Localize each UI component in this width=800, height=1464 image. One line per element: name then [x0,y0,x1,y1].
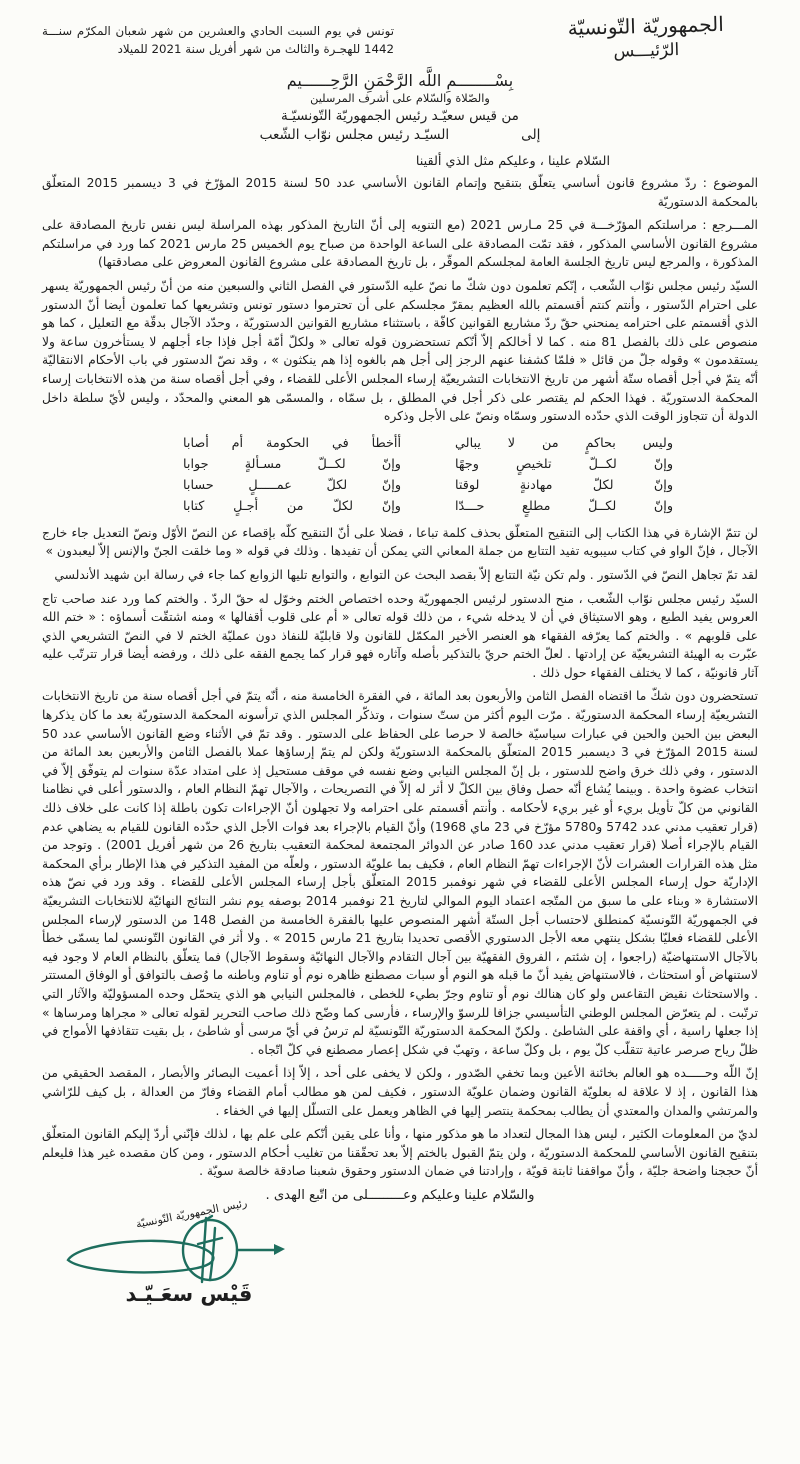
reference-text: مراسلتكم المؤرّخـــة في 25 مـارس 2021 (مع التنويه إلى أنّ التاريخ المذكور بهذه المراسلة ليس نفس تاريخ المصادقة على مشروع القانون الأساسي المذكور ، فقد تمّت المصادقة على الساعة الواحدة من صباح يوم الخميس 25 مارس 2021 كما ورد في مراسلتكم المذكورة ، والمرجع ليس تاريخ الجلسة العامة لمجلسكم الموقّر ، بل تاريخ المصادقة على مشروع القانون المعروض على مصادقتها) [42,218,758,270]
body-paragraph: تستحضرون دون شكّ ما اقتضاه الفصل الثامن والأربعون بعد المائة ، في الفقرة الخامسة منه ، أنّه يتمّ في أجل أقصاه سنة من تاريخ الانتخابات التشريعيّة إرساء المحكمة الدستوريّة . مرّت اليوم أكثر من ستّ سنوات ، وتذكّر المجلس الذي ترأسونه المحكمة الدستوريّة بعد ما كان يذكرها البعض بين الحين والحين في عبارات سياسيّة خالصة لا حرصا على الحفاظ على الدستور . وقد تمّ في الأثناء وضع القانون الأساسي عدد 50 لسنة 2015 المؤرّخ في 3 ديسمبر 2015 المتعلّق بالمحكمة الدستوريّة ولكن لم يتمّ إرساؤها عملا بالفصل الثامن والأربعين بعد المائة من الدستور ، وفي ذلك خرق واضح للدستور ، بل إنّ المجلس النيابي وضع نفسه في موقف مستحيل إذ على امتداد عدّة سنوات لم يتوفّق إلاّ في انتخاب عضوة واحدة . وبينما يُشاع أنّه حصل وفاق بين الكلّ لا أثر له إلاّ في التصريحات ، والآجال تهمّ النظام العام ، والدستور أعلى في نظامنا القانوني من كلّ تأويل بريء أو غير بريء لأحكامه . وأنتم أقسمتم على احترامه ولا تجهلون أنّ الإجراءات تكون باطلة إذا كانت على خلاف ذلك (قرار تعقيب مدني عدد 5742 و5780 مؤرّخ في 23 ماي 1968) وأنّ القيام بالإجراء بعد فوات الأجل الذي حدّده القانون للقيام به يضاهي عدم القيام بالإجراء أصلا (قرار تعقيب مدني عدد 160 صادر عن الدوائر المجتمعة لمحكمة التعقيب بتاريخ 26 من شهر أفريل 2001) . وتوجد من مثل هذه القرارات العشرات لأنّ الإجراءات تهمّ النظام العام ، فكيف بما علويّة الدستور ، ولعلّه من المفيد التذكير في هذا الإطار برأي المحكمة الإداريّة حول إرساء المجلس الأعلى للقضاء في شهر نوفمبر 2015 المتعلّق بأجل إرساء المجلس الأعلى للقضاء . وقد ورد في نصّ هذه الاستشارة « وبناء على ما سبق من المتّجه اعتماد اليوم الموالي لتاريخ 21 نوفمبر 2014 بوصفه يوم نشر النتائج النهائيّة للانتخابات التشريعيّة في الجمهوريّة التّونسيّة كمنطلق لاحتساب أجل الستّة أشهر المنصوص عليها بالفقرة الخامسة من الفصل 148 من الدستور لإرساء المجلس الأعلى للقضاء فعليّا بشكل ينتهي معه الأجل الدستوري الأقصى تحديدا بتاريخ 21 مارس 2015 » . ولا أثر في القانون التّونسي لما يسمّى خطأ بالآجال الاستنهاضيّة (راجعوا ، إن شئتم ، الفروق الفقهيّة بين آجال التقادم والآجال النهائيّة وسقوط الآجال) فما يتعلّق بالنظام العام لا وجود فيه لاستنهاض أو استحثاث ، فالاستنهاض يفيد أنّ ما قبله هو النوم أو سبات مصطنع ظاهره نوم أو تناوم وباطنه ما وُصف بالتوافق أو الوفاق المستتر . والاستحثاث نقيض التقاعس ولو كان هنالك نوم أو تناوم وجرّ بطيء للخطى ، فالمجلس النيابي هو الذي يتحمّل وحده المسؤوليّة والآثار التي ترتّبت . لم يتعرّض المجلس الوطني التأسيسي جزافا للرسوّ والإرساء ، فأرسى كما وضّح ذلك صاحب التحرير لقوله تعالى « مجراها ومرساها » إذا جعلها راسية ، أي واقفة على الشاطئ . ولكنّ المحكمة الدستوريّة التّونسيّة لم ترسُ في أيّ مرسى أو شاطئ ، بل بقيت تتقاذفها الأمواج في ظلّ رياح صرصر عاتية تتقلّب كلّ يوم ، بل وكلّ ساعة ، وتهبّ في شكل إعصار مصطنع في كلّ اتّجاه . [42,689,758,1057]
poem-hemistich-second: وإنّ لكلّ من أجـلٍ كتابا [183,498,401,514]
body-paragraph: السيّد رئيس مجلس نوّاب الشّعب ، إنّكم تعلمون دون شكّ ما نصّ عليه الدّستور في الفصل الثاني والسبعين منه من أنّ رئيس الجمهوريّة يسهر على احترام الدّستور ، وأنتم كنتم أقسمتم بالله العظيم بمقرّ مجلسكم على أن تحترموا دستور تونس وتشريعها كما تعلمون أيضا أنّ الدستور الذي أقسمتم على احترامه يمنحني حقّ ردّ مشاريع القوانين كافّة ، باستثناء مشاريع القوانين الدستوريّة ، وحدّد الآجال بدقّة مع التعليل ، كما هو منصوص على ذلك بالفصل 81 منه . كما لا أخالكم إلاّ أنّكم تستحضرون قوله تعالى « ولكلّ أمّة أجل فإذا جاء أجلهم لا يستأخرون ساعة ولا يستقدمون » وقوله جلّ من قائل « فلمّا كشفنا عنهم الرجز إلى أجل هم بالغوه إذا هم ينكثون » ، وقد نصّ الدستور في باب الأحكام الانتقاليّة أنّه يتمّ في أجل أقصاه ستّة أشهر من تاريخ الانتخابات التشريعيّة إرساء المجلس الأعلى للقضاء ، وفي أجل أقصاه سنة من هذه الانتخابات إرساء المحكمة الدستوريّة . فهذا الحكم لم يقتصر على ذكر أجل في المطلق ، بل سمّاه ، والمسمّى هو المعني والمحدّد ، وليس لأيّ سلطة داخل الدولة أن تتجاوز الوقت الذي حدّده الدستور وسمّاه ونصّ على الأجل وذكره [42,278,758,424]
poem-hemistich-second: وإنّ لكــلّ مسـألةٍ جوابا [183,456,401,472]
poem-verse [148,454,708,475]
letterhead-republic: الجمهوريّة التّونسيّة [567,11,725,40]
subject-block [42,174,758,211]
poem-hemistich-second: أأخطأ في الحكومة أم أصابا [183,435,401,451]
poem-verse [148,496,708,517]
basmala-line: بِسْــــــــمِ اللَّه الرَّحْمَنِ الرَّحِــــــيم [286,71,514,90]
sender-line: من قيس سعيّـد رئيس الجمهوريّة التّونسيّـة [281,108,519,124]
letterhead-president-title: الرّئيـــس [613,40,680,62]
dateline: تونس في يوم السبت الحادي والعشرين من شهر شعبان المكرّم سنـــة 1442 للهجـرة والثالث من شهر أفريل سنة 2021 للميلاد [42,24,394,56]
subject-label: الموضوع : [702,176,758,190]
signature-name: قَيْس سعَـيّـد [125,1281,253,1306]
recipient-name: السيّـد رئيس مجلس نوّاب الشّعب [259,127,450,143]
recipient-line [42,127,758,143]
to-label: إلى [521,127,541,143]
reference-block [42,216,758,272]
poem-hemistich-first: وإنّ لكــلّ تلخيصٍ وجهًا [455,456,673,472]
opening-block [42,71,758,143]
poem-hemistich-first: وليس بحاكمٍ من لا يبالي [455,435,673,451]
body-paragraph: السيّد رئيس مجلس نوّاب الشّعب ، منح الدستور لرئيس الجمهوريّة وحده اختصاص الختم وخوّل له حقّ الردّ . والختم كما ورد عند صاحب تاج العروس يفيد الطبع ، وهو الاستيثاق في أن لا يدخله شيء ، من ذلك قوله تعالى « أم على قلوب أقفالها » ومنه اشتقّت أسماؤه : « ختم الله على قلوبهم » . والختم كما يعرّفه الفقهاء هو العنصر الأخير المكمّل للقانون ولا قابليّة للنفاذ دون عمليّة الختم لا في النصّ التشريعي الذي عبّرت به الهيئة التشريعيّة عن إرادتها . لعلّ الختم حريّ بالتذكير بأصله وآثاره فهو قرار كما يجمع الفقه على ذلك ، ورفضه أيضا قرار تترتّب عليه آثار قانونيّة ، كما لا يختلف الفقهاء حول ذلك . [42,591,758,680]
subject-text: ردّ مشروع قانون أساسي يتعلّق بتنقيح وإتمام القانون الأساسي عدد 50 لسنة 2015 المؤرّخ في 3 ديسمبر 2015 المتعلّق بالمحكمة الدستوريّة [42,176,758,209]
body-paragraph: إنّ اللّه وحـــــده هو العالم بخائنة الأعين وبما تخفي الصّدور ، ولكن لا يخفى على أحد ، إلاّ إذا أعميت البصائر والأبصار ، المقصد الحقيقي من هذا القانون ، إذ لا علاقة له بعلويّة القانون وضمان علويّة الدستور ، فكيف لمن هو مطالب أمام القضاء وفارّ من العدالة ، بل كيف للرّاشي والمرتشي والمدان والمعتدي أن يطالب بمحكمة ينتصر إليها في الظاهر ويعمل على التسلّل إليها في الخفاء . [42,1066,758,1118]
blessing-line: والصّلاة والسّلام على أشرف المرسلين [310,92,490,105]
closing-salutation: والسّلام علينا وعليكم وعـــــــــلى من اتّبع الهدى . [265,1187,535,1203]
body-paragraph: لن تتمّ الإشارة في هذا الكتاب إلى التنقيح المتعلّق بحذف كلمة تباعا ، فضلا على أنّ التنقيح كلّه بإقصاء عن النصّ الأوّل ونصّ التعديل جاء خارج الآجال ، فإنّ الواو في كتاب سيبويه تفيد التتابع من جملة المعاني التي يمكن أن تفيدها . وذلك في قوله « وما خلقت الجنّ والإنس إلاّ ليعبدون » [42,525,758,559]
greeting-line: السّلام علينا ، وعليكم مثل الذي ألقينا [415,154,610,169]
poem-block [148,433,708,517]
poem-hemistich-second: وإنّ لكلّ عمـــــلٍ حسابا [183,477,401,493]
letterhead [527,11,758,64]
poem-hemistich-first: وإنّ لكلّ مهادنةٍ لوقتا [455,477,673,493]
signature-scribble-icon [52,1214,290,1288]
signature-block [42,1196,294,1306]
body-paragraph: لديّ من المعلومات الكثير ، ليس هذا المجال لتعداد ما هو مذكور منها ، وأنا على يقين أنّكم على علم بها ، لذلك فإنّني أردّ إليكم القانون المتعلّق بتنقيح القانون الأساسي للمحكمة الدستوريّة ، ولن يتمّ القبول بالختم إلاّ بعد تحقّقنا من تغليب أحكام الدستور ، ومن كان مقصده غير هذا فليعلم أنّ حججنا واضحة جليّة ، وأنّ مواقفنا ثابتة قويّة ، وإرادتنا في ضمان الدستور وحقوق شعبنا صادقة خالصة سويّة . [42,1127,758,1179]
poem-verse [148,433,708,454]
poem-verse [148,475,708,496]
poem-hemistich-first: وإنّ لكــلّ مطلعٍ حـــدّا [455,498,673,514]
reference-label: المـــرجع : [702,218,758,233]
letter-top-row [42,11,758,62]
signature-title: رئيس الجمهوريّة التّونسيّة [134,1196,249,1231]
body-paragraph: لقد تمّ تجاهل النصّ في الدّستور . ولم تكن نيّة التتابع إلاّ بقصد البحث عن التوابع ، والتوابع تليها الزوابع كما جاء في رسالة ابن شهيد الأندلسي [54,567,758,582]
